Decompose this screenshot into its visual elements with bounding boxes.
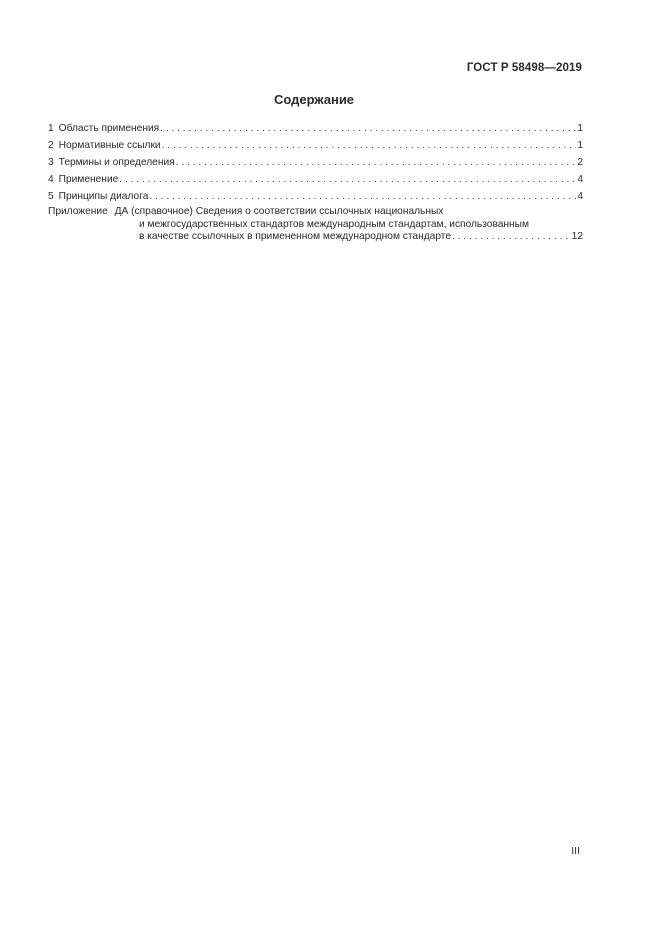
toc-title: Содержание bbox=[273, 92, 355, 107]
toc-leader-dots bbox=[149, 188, 576, 205]
toc-entry-number: 1 bbox=[48, 123, 54, 134]
table-of-contents bbox=[48, 120, 583, 244]
toc-entry-page: 4 bbox=[577, 191, 583, 202]
toc-entry-label: Область применения bbox=[58, 123, 160, 134]
toc-entry-page: 4 bbox=[577, 174, 583, 185]
toc-entry-dialogue-principles[interactable] bbox=[48, 188, 583, 205]
toc-entry-number: 2 bbox=[48, 140, 54, 151]
annex-prefix: Приложение bbox=[48, 206, 108, 217]
annex-title-line-3: в качестве ссылочных в примененном международном стандарте bbox=[139, 231, 451, 242]
toc-entry-scope[interactable] bbox=[48, 120, 583, 137]
toc-entry-annex-da[interactable] bbox=[48, 206, 583, 244]
toc-leader-dots bbox=[160, 120, 576, 137]
toc-entry-label: Термины и определения bbox=[58, 157, 175, 168]
toc-entry-number: 5 bbox=[48, 191, 54, 202]
toc-entry-page: 1 bbox=[577, 140, 583, 151]
toc-entry-normative-references[interactable] bbox=[48, 137, 583, 154]
toc-leader-dots bbox=[452, 231, 571, 244]
toc-entry-page: 1 bbox=[577, 123, 583, 134]
annex-page: 12 bbox=[571, 231, 583, 242]
toc-leader-dots bbox=[176, 154, 577, 171]
annex-code: ДА bbox=[114, 206, 129, 217]
toc-entry-number: 4 bbox=[48, 174, 54, 185]
toc-entry-page: 2 bbox=[577, 157, 583, 168]
toc-entry-label: Нормативные ссылки bbox=[58, 140, 161, 151]
toc-leader-dots bbox=[162, 137, 577, 154]
toc-entry-label: Применение bbox=[58, 174, 119, 185]
toc-leader-dots bbox=[119, 171, 576, 188]
annex-kind: (справочное) bbox=[131, 206, 193, 217]
toc-entry-application[interactable] bbox=[48, 171, 583, 188]
annex-heading-line bbox=[48, 206, 583, 219]
annex-title-line-1: Сведения о соответствии ссылочных национальных bbox=[195, 206, 444, 217]
page-number: III bbox=[571, 845, 580, 857]
document-code: ГОСТ Р 58498—2019 bbox=[466, 62, 582, 74]
toc-entry-number: 3 bbox=[48, 157, 54, 168]
annex-last-line bbox=[48, 231, 583, 244]
toc-entry-terms-definitions[interactable] bbox=[48, 154, 583, 171]
toc-entry-label: Принципы диалога bbox=[58, 191, 149, 202]
annex-title-line-2: и межгосударственных стандартов международным стандартам, использованным bbox=[139, 218, 530, 230]
